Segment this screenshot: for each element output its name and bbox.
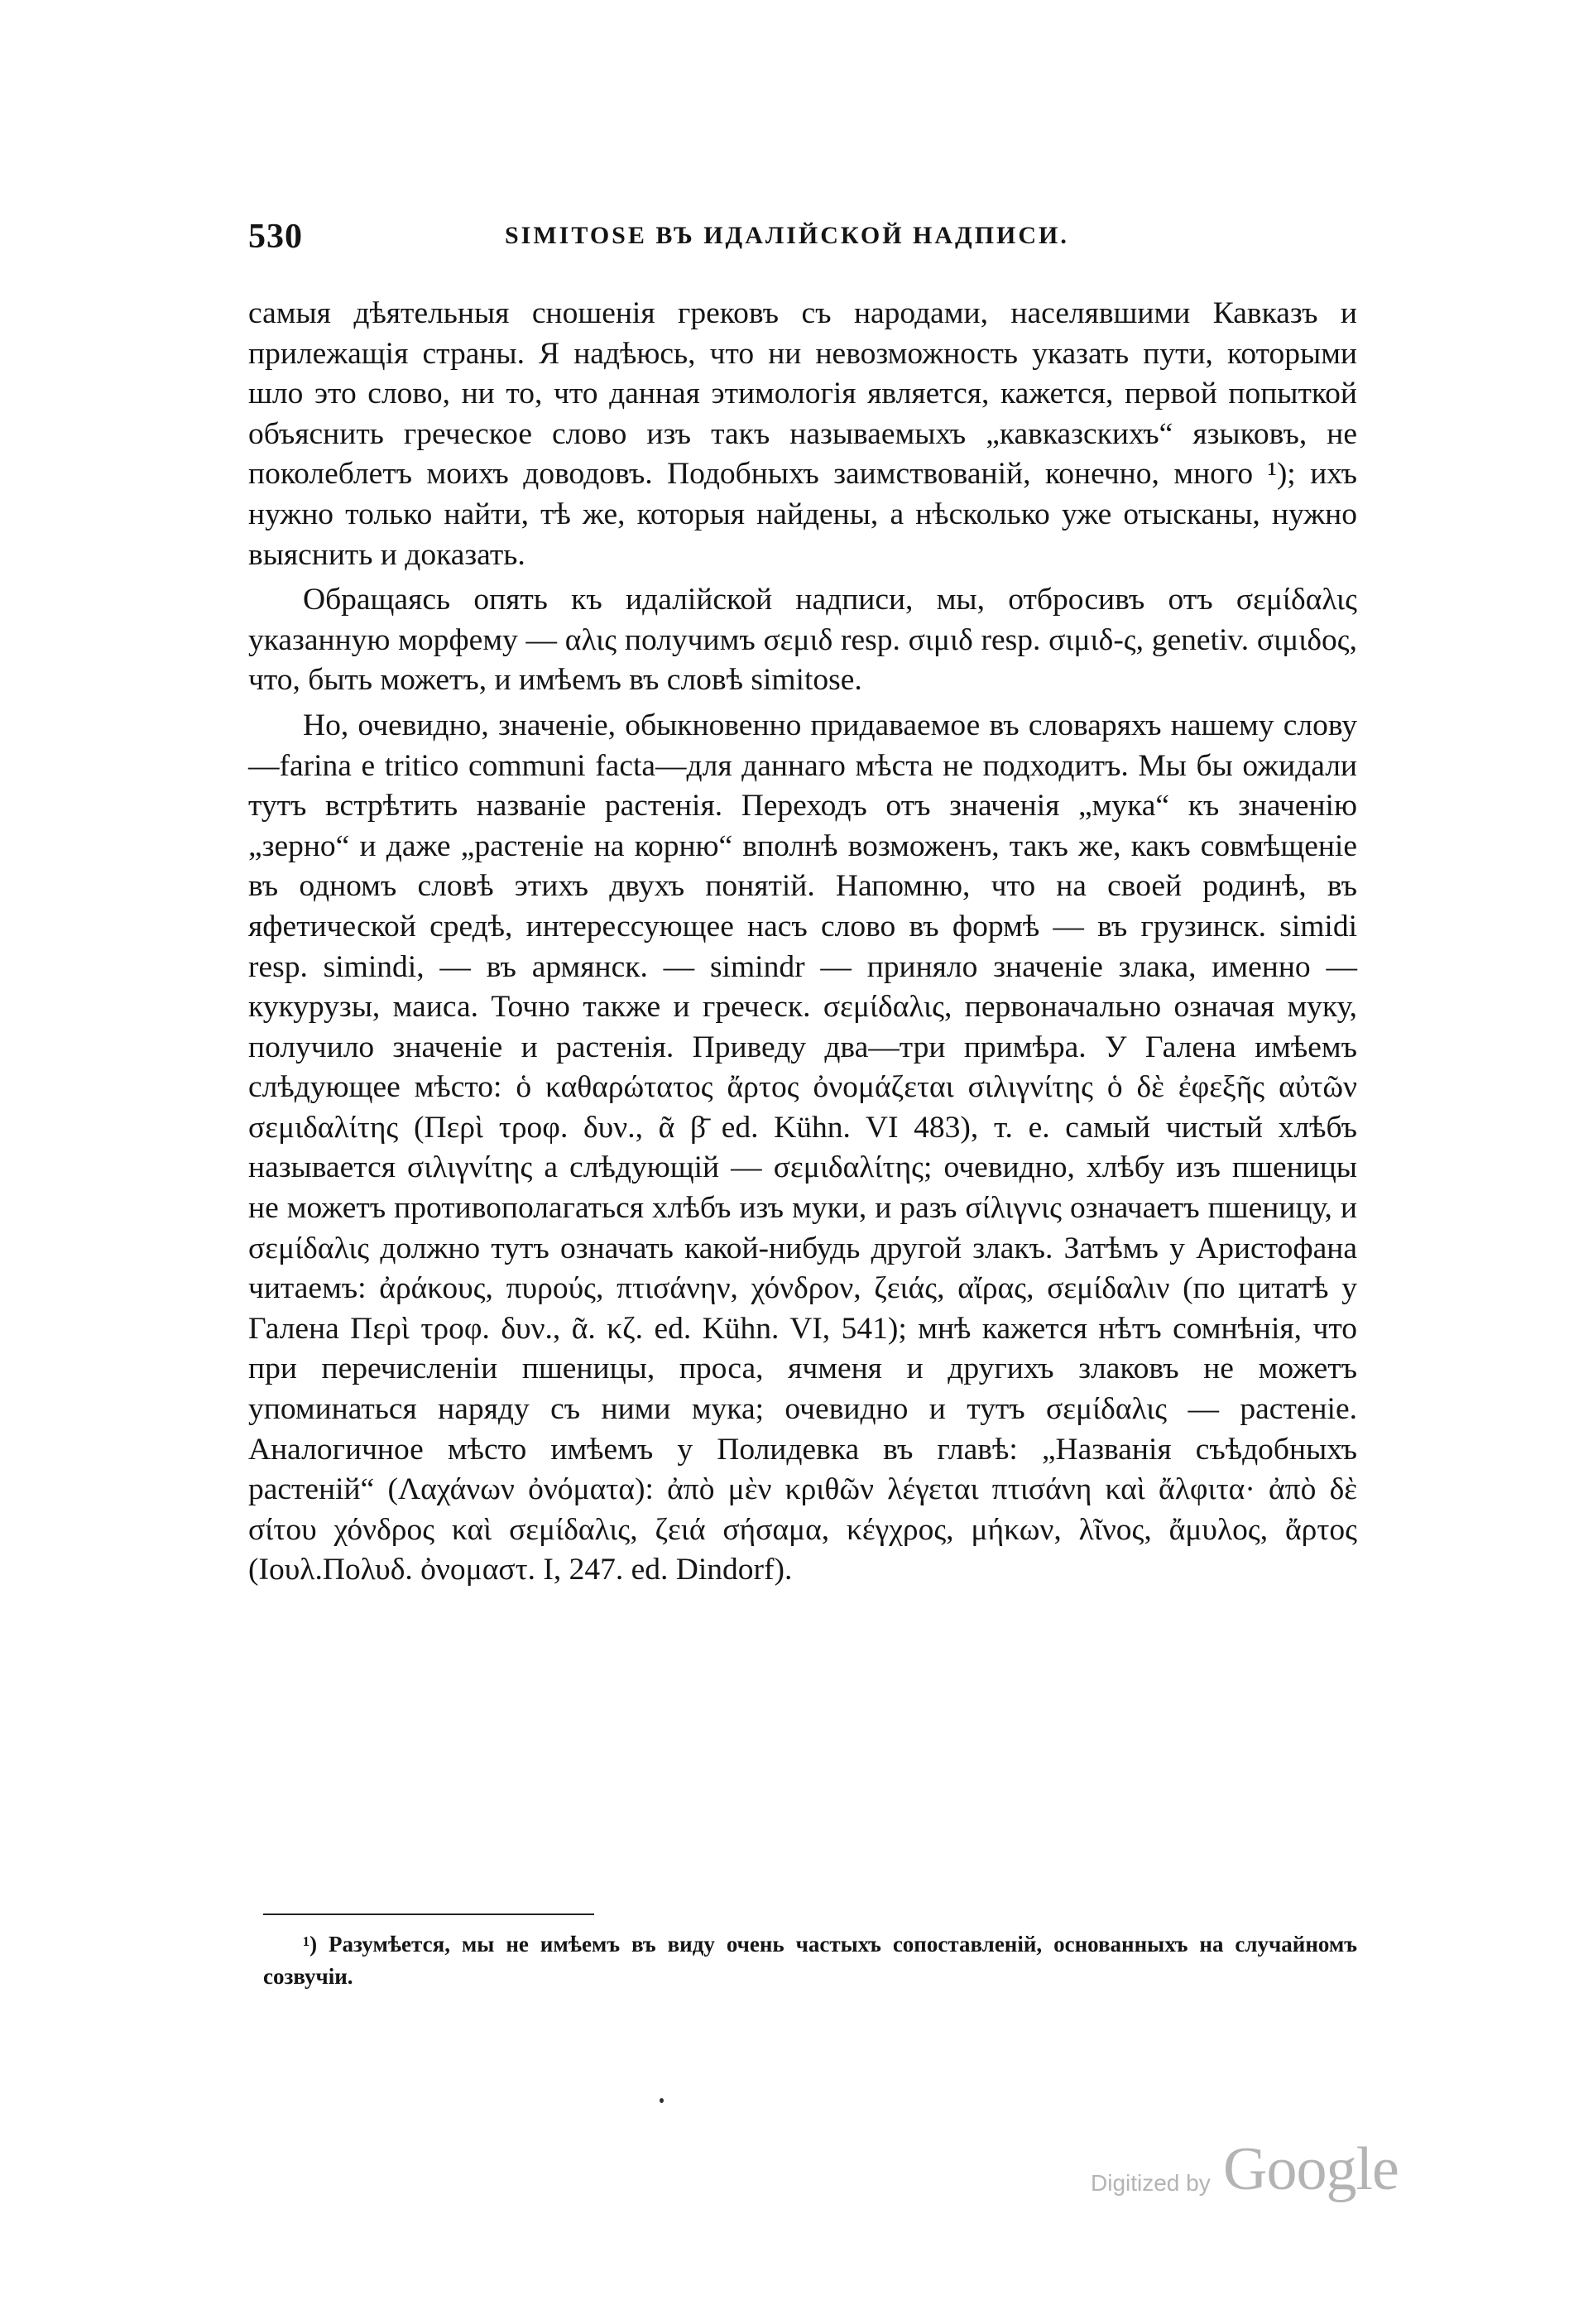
page-header: [248, 217, 1357, 266]
running-title: SIMITOSE ВЪ ИДАЛІЙСКОЙ НАДПИСИ.: [505, 222, 1069, 249]
footnotes: [263, 1928, 1357, 1993]
body-text: [248, 294, 1357, 1596]
google-logo: Google: [1223, 2135, 1399, 2203]
digitized-watermark: [1091, 2135, 1438, 2202]
page-number: 530: [248, 218, 303, 256]
paragraph-2: Обращаясь опять къ идалійской надписи, мы, отбросивъ отъ σεμίδαλις указанную морфему — αλις получимъ σεμιδ resp. σιμιδ resp. σιμιδ-ς, genetiv. σιμιδος, что, быть можетъ, и имѣемъ въ словѣ simitose.: [248, 583, 1357, 698]
footnote-1: ¹) Разумѣется, мы не имѣемъ въ виду очень частыхъ сопоставленій, основанныхъ на случайномъ созвучіи.: [263, 1932, 1357, 1989]
ink-speck: [660, 2098, 664, 2103]
footnote-divider: [263, 1913, 594, 1915]
paragraph-3: Но, очевидно, значеніе, обыкновенно придаваемое въ словаряхъ нашему слову—farina e tritico communi facta—для даннаго мѣста не подходитъ. Мы бы ожидали тутъ встрѣтить названіе растенія. Переходъ отъ значенія „мука“ къ значенію „зерно“ и даже „растеніе на корню“ вполнѣ возможенъ, такъ же, какъ совмѣщеніе въ одномъ словѣ этихъ двухъ понятій. Напомню, что на своей родинѣ, въ яфетической средѣ, интерессующее насъ слово въ формѣ — въ грузинск. simidi resp. simindi, — въ армянск. — simindr — приняло значеніе злака, именно — кукурузы, маиса. Точно также и греческ. σεμίδαλις, первоначально означая муку, получило значеніе и растенія. Приведу два—три примѣра. У Галена имѣемъ слѣдующее мѣсто: ὁ καθαρώτατος ἄρτος ὀνομάζεται σιλιγνίτης ὁ δὲ ἐφεξῆς αὐτῶν σεμιδαλίτης (Περὶ τροφ. δυν., ᾶ β̄ ed. Kühn. VI 483), т. е. самый чистый хлѣбъ называется σιλιγνίτης а слѣдующій — σεμιδαλίτης; очевидно, хлѣбу изъ пшеницы не можетъ противополагаться хлѣбъ изъ муки, и разъ σίλιγνις означаетъ пшеницу, и σεμίδαλις должно тутъ означать какой-нибудь другой злакъ. Затѣмъ у Аристофана читаемъ: ἀράκους, πυρούς, πτισάνην, χόνδρον, ζειάς, αἴρας, σεμίδαλιν (по цитатѣ у Галена Περὶ τροφ. δυν., ᾶ. κζ. ed. Kühn. VI, 541); мнѣ кажется нѣтъ сомнѣнія, что при перечисленіи пшеницы, проса, ячменя и другихъ злаковъ не можетъ упоминаться наряду съ ними мука; очевидно и тутъ σεμίδαλις — растеніе. Аналогичное мѣсто имѣемъ у Полидевка въ главѣ: „Названія съѣдобныхъ растеній“ (Λαχάνων ὀνόματα): ἀπὸ μὲν κριθῶν λέγεται πτισάνη καὶ ἄλφιτα· ἀπὸ δὲ σίτου χόνδρος καὶ σεμίδαλις, ζειά σήσαμα, κέγχρος, μήκων, λῖνος, ἄμυλος, ἄρτος (Ιουλ.Πολυδ. ὀνομαστ. I, 247. ed. Dindorf).: [248, 708, 1357, 1587]
watermark-prefix: Digitized by: [1091, 2170, 1211, 2196]
paragraph-1: самыя дѣятельныя сношенія грековъ съ народами, населявшими Кавказъ и прилежащія страны. Я надѣюсь, что ни невозможность указать пути, которыми шло это слово, ни то, что данная этимологія является, кажется, первой попыткой объяснить греческое слово изъ такъ называемыхъ „кавказскихъ“ языковъ, не поколеблетъ моихъ доводовъ. Подобныхъ заимствованій, конечно, много ¹); ихъ нужно только найти, тѣ же, которыя найдены, а нѣсколько уже отысканы, нужно выяснить и доказать.: [248, 296, 1357, 572]
